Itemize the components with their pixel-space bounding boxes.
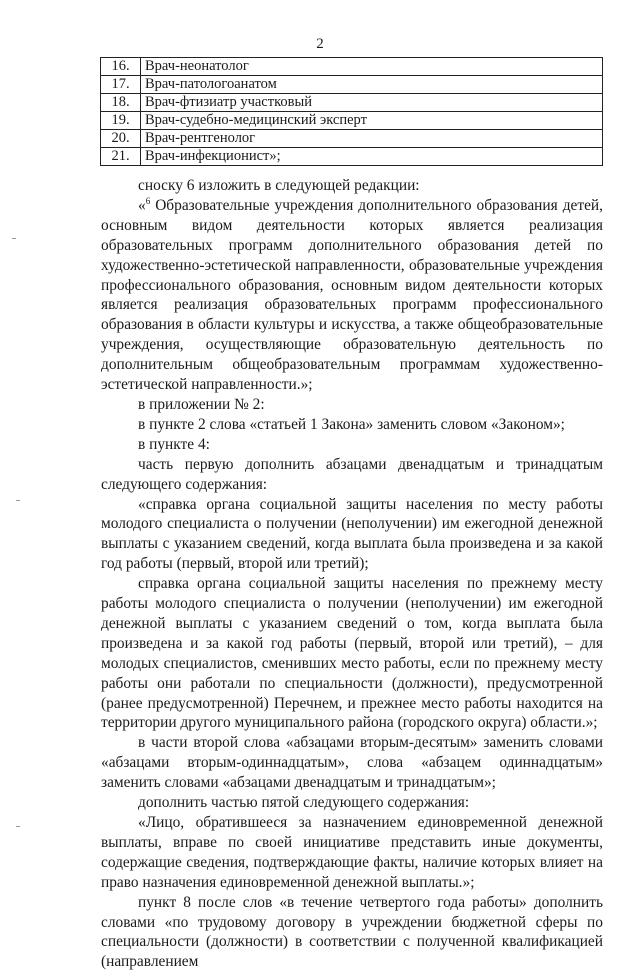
row-text: Врач-патологоанатом (141, 76, 603, 94)
footnote-paragraph (101, 196, 603, 395)
paragraph: справка органа социальной защиты населения по прежнему месту работы молодого специалиста о получении (неполучении) им ежегодной денежной выплаты с указанием сведений о том, когда выплата была произведена и за какой год работы (первый, второй или третий), – для молодых специалистов, сменивших место работы, если по прежнему месту работы они работали по специальности (должности), предусмотренной (ранее предусмотренной) Перечнем, и прежнее место работы находится на территории другого муниципального района (городского округа) области.»; (101, 575, 603, 732)
row-text: Врач-неонатолог (141, 58, 603, 76)
table-row (101, 58, 603, 76)
paragraph: «Лицо, обратившееся за назначением единовременной денежной выплаты, вправе по своей инициативе представить иные документы, содержащие сведения, подтверждающие факты, наличие которых влияет на право назначения единовременной денежной выплаты.»; (101, 814, 603, 891)
row-number: 17. (101, 76, 141, 94)
row-number: 19. (101, 112, 141, 130)
paragraph: «справка органа социальной защиты населения по месту работы молодого специалиста о получении (неполучении) им ежегодной денежной выплаты с указанием сведений, когда выплата была произведена и за какой год работы (первый, второй или третий); (101, 495, 603, 573)
paragraph: дополнить частью пятой следующего содержания: (138, 794, 470, 812)
table-row (101, 148, 603, 166)
row-text: Врач-судебно-медицинский эксперт (141, 112, 603, 130)
paragraph: в пункте 4: (138, 435, 210, 453)
table-row (101, 76, 603, 94)
document-body (101, 176, 603, 972)
scan-mark (16, 826, 20, 827)
table-row (101, 94, 603, 112)
table-row (101, 112, 603, 130)
footnote-mark: 6 (145, 195, 151, 206)
paragraph: в приложении № 2: (138, 395, 265, 413)
row-text: Врач-фтизиатр участковый (141, 94, 603, 112)
paragraph: пункт 8 после слов «в течение четвертого года работы» дополнить словами «по трудовому договору в учреждении бюджетной сферы по специальности (должности) в соответствии с полученной квалификацией (направлением (101, 893, 603, 971)
positions-table (100, 57, 603, 166)
row-number: 18. (101, 94, 141, 112)
page-number: 2 (316, 36, 324, 52)
footnote-text: Образовательные учреждения дополнительного образования детей, основным видом деятельности которых является реализация образовательных программ дополнительного образования детей по художественно-эстетической направленности, образовательные учреждения профессионального образования, основным видом деятельности которых является реализация образовательных программ профессионального образования в области культуры и искусства, а также общеобразовательные учреждения, осуществляющие образовательную деятельность по дополнительным общеобразовательным программам художественно-эстетической направленности.»; (101, 196, 603, 394)
row-number: 21. (101, 148, 141, 166)
row-number: 20. (101, 130, 141, 148)
paragraph: сноску 6 изложить в следующей редакции: (138, 177, 420, 194)
row-number: 16. (101, 58, 141, 76)
scan-mark (16, 500, 20, 501)
row-text: Врач-рентгенолог (141, 130, 603, 148)
paragraph: в части второй слова «абзацами вторым-десятым» заменить словами «абзацами вторым-одиннадцатым», слова «абзацем одиннадцатым» заменить словами «абзацами двенадцатым и тринадцатым»; (101, 734, 603, 792)
table-row (101, 130, 603, 148)
paragraph: часть первую дополнить абзацами двенадцатым и тринадцатым следующего содержания: (101, 455, 603, 493)
row-text: Врач-инфекционист»; (141, 148, 603, 166)
scan-mark (12, 238, 16, 239)
open-quote: « (138, 196, 146, 214)
paragraph: в пункте 2 слова «статьей 1 Закона» заменить словом «Законом»; (138, 415, 565, 433)
